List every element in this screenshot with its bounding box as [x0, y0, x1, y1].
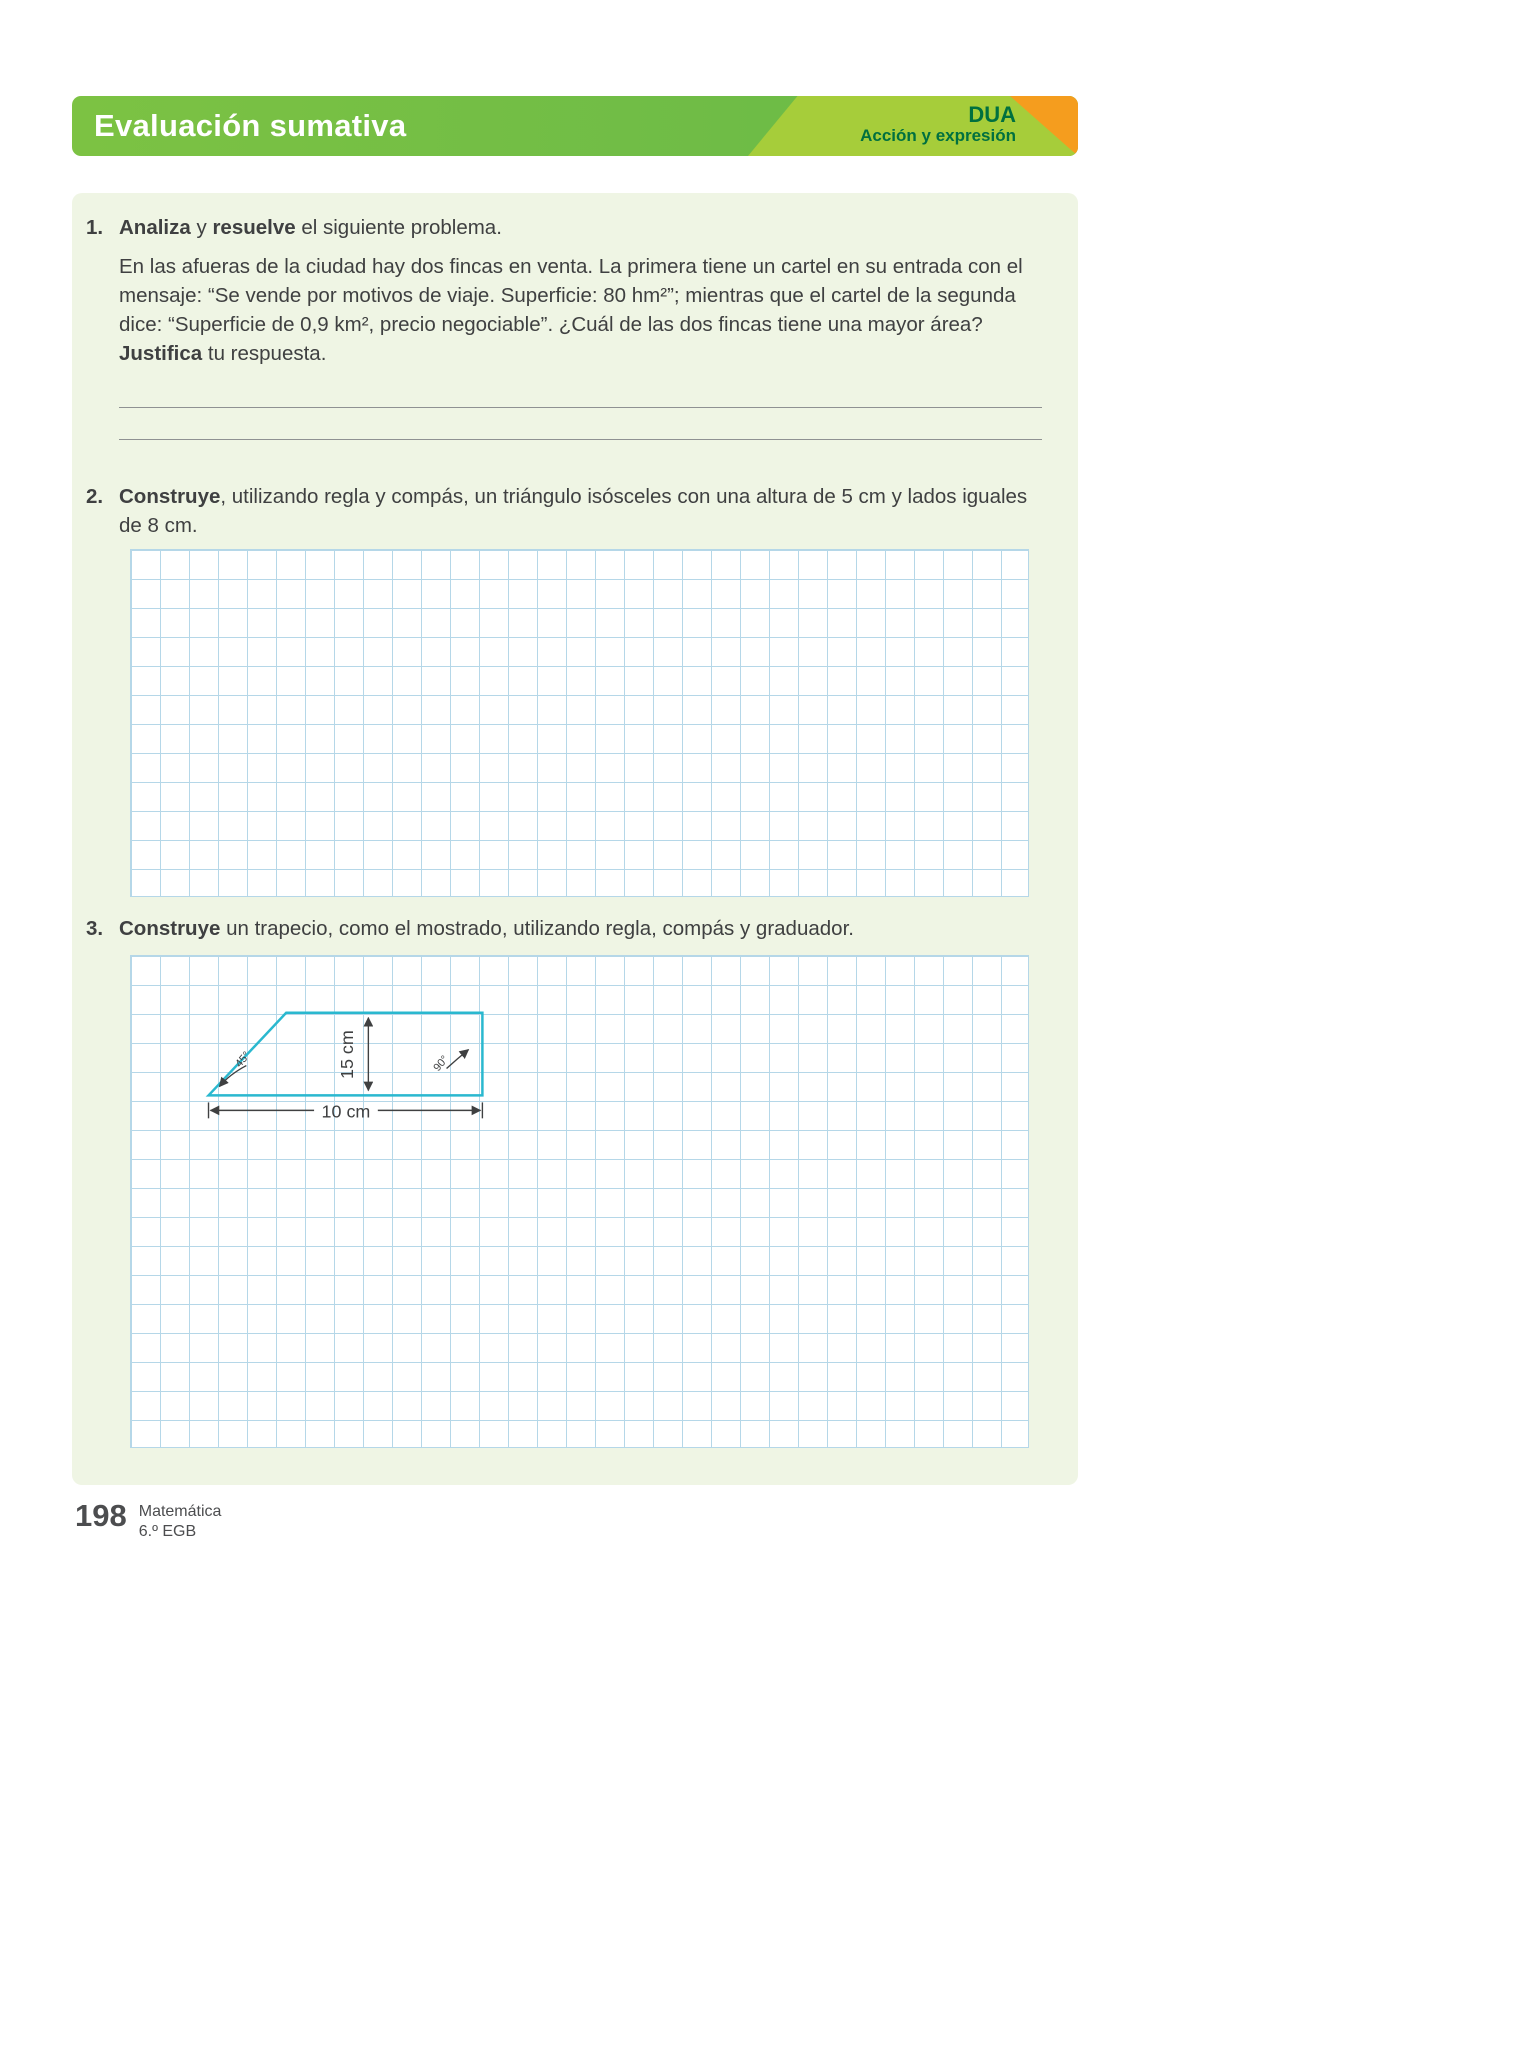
angle-45-label: 45° [233, 1049, 253, 1070]
exercise-2-lead-bold: Construye [119, 484, 221, 508]
angle-90-label: 90° [431, 1053, 452, 1074]
exercise-3-lead-bold: Construye [119, 916, 221, 940]
footer-meta [139, 1500, 222, 1543]
exercise-1-lead-text-2: el siguiente problema. [295, 216, 502, 239]
page-title: Evaluación sumativa [94, 108, 407, 143]
exercise-2-number: 2. [86, 484, 104, 508]
dua-sublabel: Acción y expresión [860, 126, 1016, 146]
page-number: 198 [75, 1498, 127, 1533]
exercise-3-lead-text: un trapecio, como el mostrado, utilizando regla, compás y graduador. [220, 916, 854, 940]
exercise-3-body [119, 914, 1042, 1448]
dua-text-block [860, 103, 1016, 146]
trapezoid-figure [131, 956, 1028, 1447]
exercise-3 [86, 914, 1042, 1448]
exercise-1-paragraph-text: En las afueras de la ciudad hay dos fincas en venta. La primera tiene un cartel en su entrada con el mensaje: “Se vende por motivos de viaje. Superficie: 80 hm²”; mientras que el cartel de la segunda dice: “Superficie de 0,9 km², precio negociable”. ¿Cuál de las dos fincas tiene una mayor área? [119, 255, 1023, 337]
footer-subject: Matemática [138, 1503, 222, 1520]
page-footer [75, 1500, 221, 1543]
exercise-3-number: 3. [86, 916, 104, 940]
content-panel [72, 193, 1078, 1485]
exercise-1 [86, 213, 1042, 440]
exercise-2 [86, 482, 1042, 897]
exercise-1-paragraph-tail: tu respuesta. [202, 342, 327, 366]
exercise-1-paragraph-bold: Justifica [119, 342, 203, 366]
exercise-2-lead-text: , utilizando regla y compás, un triángulo isósceles con una altura de 5 cm y lados iguales de 8 cm. [119, 484, 1028, 537]
exercise-2-body [119, 482, 1042, 897]
exercise-1-paragraph [119, 252, 1042, 368]
exercise-3-lead [119, 914, 1042, 943]
exercise-1-number: 1. [86, 216, 104, 239]
drawing-grid-trapezoid [130, 955, 1029, 1448]
answer-line-1 [119, 407, 1042, 408]
drawing-grid-triangle [130, 549, 1029, 897]
dua-label: DUA [968, 102, 1016, 127]
header-banner [72, 96, 1078, 156]
angle-90-arrow [447, 1049, 469, 1068]
base-dimension-label: 10 cm [321, 1101, 371, 1122]
exercise-1-body [119, 213, 1042, 440]
footer-grade: 6.º EGB [138, 1523, 197, 1541]
exercise-1-lead-text-1: y [190, 216, 213, 239]
height-dimension-label: 15 cm [336, 1030, 357, 1079]
exercise-1-lead [119, 213, 1042, 242]
answer-line-2 [119, 439, 1042, 440]
exercise-2-lead [119, 482, 1042, 540]
exercise-1-lead-bold-2: resuelve [212, 216, 296, 239]
exercise-1-lead-bold-1: Analiza [119, 216, 191, 239]
